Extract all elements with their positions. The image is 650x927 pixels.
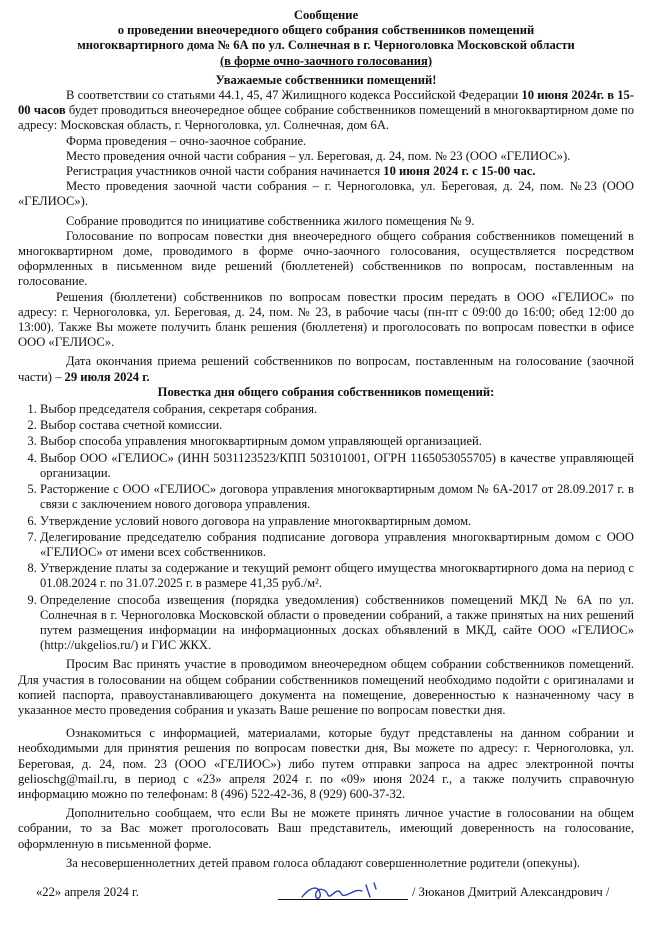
agenda-item: 7. Делегирование председателю собрания подписание договора управления многоквартирным домом с ООО «ГЕЛИОС» от имени всех собственников. xyxy=(40,530,634,560)
agenda-item: 3. Выбор способа управления многоквартирным домом управляющей организацией. xyxy=(40,434,634,449)
agenda-item: 2. Выбор состава счетной комиссии. xyxy=(40,418,634,433)
signature-block xyxy=(36,885,636,909)
intro-paragraph-4: Регистрация участников очной части собрания начинается 10 июня 2024 г. с 15-00 час. xyxy=(66,164,536,179)
closing-paragraph-1: Просим Вас принять участие в проводимом внеочередном общем собрании собственников помещений. Для участия в голосовании на общем собрании собственников помещений необходимо подойти с оригиналами и копией паспорта, правоустанавливающего документа на помещение, доверенностью к назначенному часу в указанное место проведения собрания и указать Ваше решение по вопросам повестки дня. xyxy=(18,657,634,717)
intro-paragraph-2: Форма проведения – очно-заочное собрание. xyxy=(66,133,307,148)
intro-paragraph-1: В соответствии со статьями 44.1, 45, 47 Жилищного кодекса Российской Федерации 10 июня 2024г. в 15-00 часов будет проводиться внеочередное общее собрание собственников помещений в многоквартирном доме по адресу: Московская область, г. Черноголовка, ул. Солнечная, дом 6А. xyxy=(18,88,635,133)
closing-paragraph-2: Ознакомиться с информацией, материалами, которые будут представлены на данном собрании и необходимыми для принятия решения по вопросам повестки дня, Вы можете по адресу: г. Черноголовка, ул. Береговая, д. 24, пом. 23 (ООО «ГЕЛИОС») либо путем отправки запроса на адрес электронной почты gelioschg@mail.ru, в период с «23» апреля 2024 г. по «09» июня 2024 г., а также получить справочную информацию можно по телефонам: 8 (496) 522-42-36, 8 (929) 600-37-32. xyxy=(18,726,634,801)
agenda-item: 8. Утверждение платы за содержание и текущий ремонт общего имущества многоквартирного дома на период с 01.08.2024 г. по 31.07.2025 г. в размере 41,35 руб./м². xyxy=(40,561,634,591)
subtitle-line-3: (в форме очно-заочного голосования) xyxy=(219,53,433,68)
intro-paragraph-6: Собрание проводится по инициативе собственника жилого помещения № 9. xyxy=(66,213,475,228)
agenda-item: 9. Определение способа извещения (порядка уведомления) собственников помещений МКД № 6А по ул. Солнечная в г. Черноголовка Московской области о проведении собраний, а также принятых на них решений путем размещения информации на информационных досках объявлений в МКД, сайте ООО «ГЕЛИОС» (http://ukgelios.ru/) и ГИС ЖКХ. xyxy=(40,593,634,654)
closing-paragraph-4: За несовершеннолетних детей правом голоса обладают совершеннолетние родители (опекуны). xyxy=(66,855,581,870)
agenda-heading: Повестка дня общего собрания собственников помещений: xyxy=(157,384,495,399)
intro-paragraph-8: Решения (бюллетени) собственников по вопросам повестки просим передать в ООО «ГЕЛИОС» по адресу: г. Черноголовка, ул. Береговая, д. 24, пом. № 23, в рабочие часы (пн-пт с 09:00 до 16:00; обед 12:00 до 13:00). Также Вы можете получить бланк решения (бюллетеня) и проголосовать по вопросам повестки в офисе ООО «ГЕЛИОС». xyxy=(18,289,634,350)
intro-paragraph-9: Дата окончания приема решений собственников по вопросам, поставленным на голосование (заочной части) – 29 июля 2024 г. xyxy=(18,354,634,384)
intro-paragraph-7: Голосование по вопросам повестки дня внеочередного общего собрания собственников помещений в многоквартирном доме, проводимого в форме очно-заочного голосования, осуществляется посредством оформленных в письменном виде решений (бюллетеней) собственников по вопросам, поставленным на голосование. xyxy=(18,228,634,289)
agenda-item: 4. Выбор ООО «ГЕЛИОС» (ИНН 5031123523/КПП 503101001, ОГРН 1165053055705) в качестве управляющей организации. xyxy=(40,451,634,481)
agenda-item: 5. Расторжение с ООО «ГЕЛИОС» договора управления многоквартирным домом № 6А-2017 от 28.09.2017 г. в связи с заключением нового договора управления. xyxy=(40,482,634,512)
subtitle-line-1: о проведении внеочередного общего собрания собственников помещений xyxy=(117,23,535,38)
document-title: Сообщение xyxy=(293,8,359,22)
intro-paragraph-3: Место проведения очной части собрания – ул. Береговая, д. 24, пом. № 23 (ООО «ГЕЛИОС»). xyxy=(66,148,571,163)
signature-date: «22» апреля 2024 г. xyxy=(36,885,139,899)
handwritten-signature xyxy=(296,879,396,907)
closing-paragraph-3: Дополнительно сообщаем, что если Вы не можете принять личное участие в голосовании на общем собрании, то за Вас может проголосовать Ваш представитель, имеющий доверенность на голосование, оформленную в письменной форме. xyxy=(18,806,634,851)
greeting: Уважаемые собственники помещений! xyxy=(215,72,437,87)
agenda-item: 1. Выбор председателя собрания, секретаря собрания. xyxy=(40,402,634,417)
notice-document xyxy=(18,8,634,871)
intro-paragraph-5: Место проведения заочной части собрания – г. Черноголовка, ул. Береговая, д. 24, пом. №23 (ООО «ГЕЛИОС»). xyxy=(18,179,634,209)
subtitle-line-2: многоквартирного дома № 6А по ул. Солнечная в г. Черноголовка Московской области xyxy=(77,38,575,53)
agenda-item: 6. Утверждение условий нового договора на управление многоквартирным домом. xyxy=(40,514,634,529)
agenda-list xyxy=(18,402,634,653)
signatory-name: / Зюканов Дмитрий Александрович / xyxy=(412,885,610,899)
